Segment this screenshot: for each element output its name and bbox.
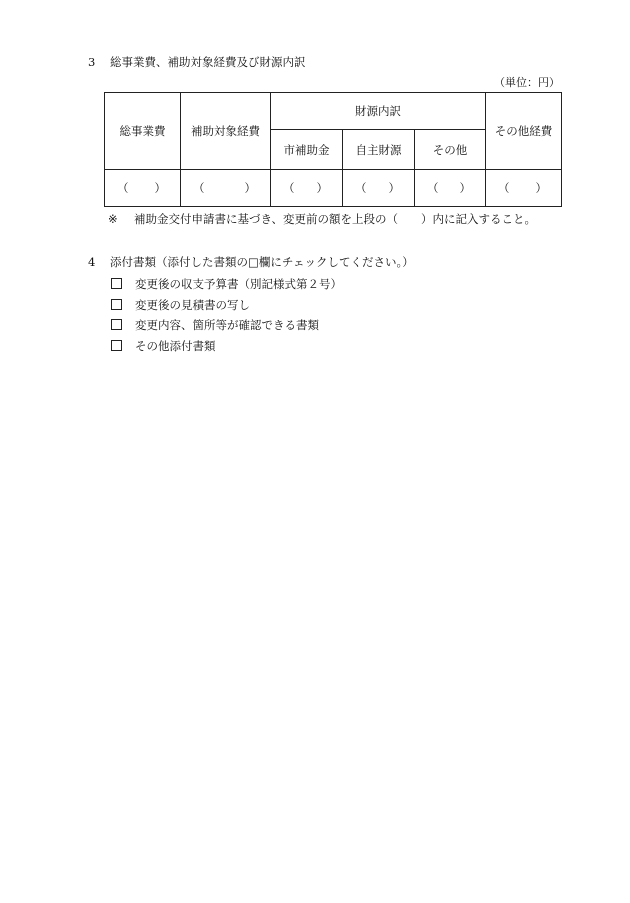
section-4-heading (88, 254, 414, 270)
attachment-label: 変更後の見積書の写し (135, 297, 250, 312)
section-4-number: 4 (88, 255, 96, 269)
unit-label: （単位：円） (494, 76, 560, 89)
attachment-checkbox[interactable] (111, 299, 122, 310)
close-paren: ） (388, 181, 400, 195)
attachment-checkbox[interactable] (111, 319, 122, 330)
header-total-cost: 総事業費 (105, 93, 181, 170)
cell-other[interactable] (415, 170, 486, 207)
open-paren: （ (427, 181, 439, 195)
attachment-label: 変更後の収支予算書（別記様式第２号） (135, 277, 342, 291)
section-3-title: 総事業費、補助対象経費及び財源内訳 (110, 55, 306, 69)
cell-own-funds[interactable] (343, 170, 415, 207)
note-mark: ※ (108, 212, 118, 226)
header-other-cost: その他経費 (486, 93, 562, 170)
header-own-funds: 自主財源 (343, 130, 415, 170)
attachment-item (110, 295, 342, 316)
attachment-item (110, 274, 342, 295)
header-funding-breakdown: 財源内訳 (271, 93, 486, 130)
close-paren: ） (535, 181, 548, 195)
open-paren: （ (193, 181, 205, 195)
open-paren: （ (355, 181, 367, 195)
funding-table (104, 92, 562, 207)
open-paren: （ (117, 181, 129, 195)
cell-eligible-cost[interactable] (181, 170, 271, 207)
attachment-checkbox[interactable] (111, 278, 122, 289)
section-3-heading (88, 54, 306, 70)
close-paren: ） (459, 181, 472, 195)
open-paren: （ (283, 181, 295, 195)
attachment-item (110, 336, 342, 357)
cell-city-subsidy[interactable] (271, 170, 343, 207)
attachment-checkbox[interactable] (111, 340, 122, 351)
open-paren: （ (498, 181, 510, 195)
attachment-item (110, 315, 342, 336)
section-4-title: 添付書類（添付した書類の□欄にチェックしてください。） (110, 255, 414, 269)
attachment-label: その他添付書類 (135, 338, 216, 353)
table-note (108, 211, 536, 227)
cell-other-cost[interactable] (486, 170, 562, 207)
header-eligible-cost: 補助対象経費 (181, 93, 271, 170)
close-paren: ） (316, 181, 328, 195)
section-3-number: 3 (88, 55, 96, 69)
header-city-subsidy: 市補助金 (271, 130, 343, 170)
note-text: 補助金交付申請書に基づき、変更前の額を上段の（ ）内に記入すること。 (134, 212, 537, 226)
header-other: その他 (415, 130, 486, 170)
attachment-list (110, 274, 342, 356)
close-paren: ） (244, 181, 256, 195)
attachment-label: 変更内容、箇所等が確認できる書類 (135, 318, 319, 332)
close-paren: ） (154, 181, 166, 195)
cell-total-cost[interactable] (105, 170, 181, 207)
